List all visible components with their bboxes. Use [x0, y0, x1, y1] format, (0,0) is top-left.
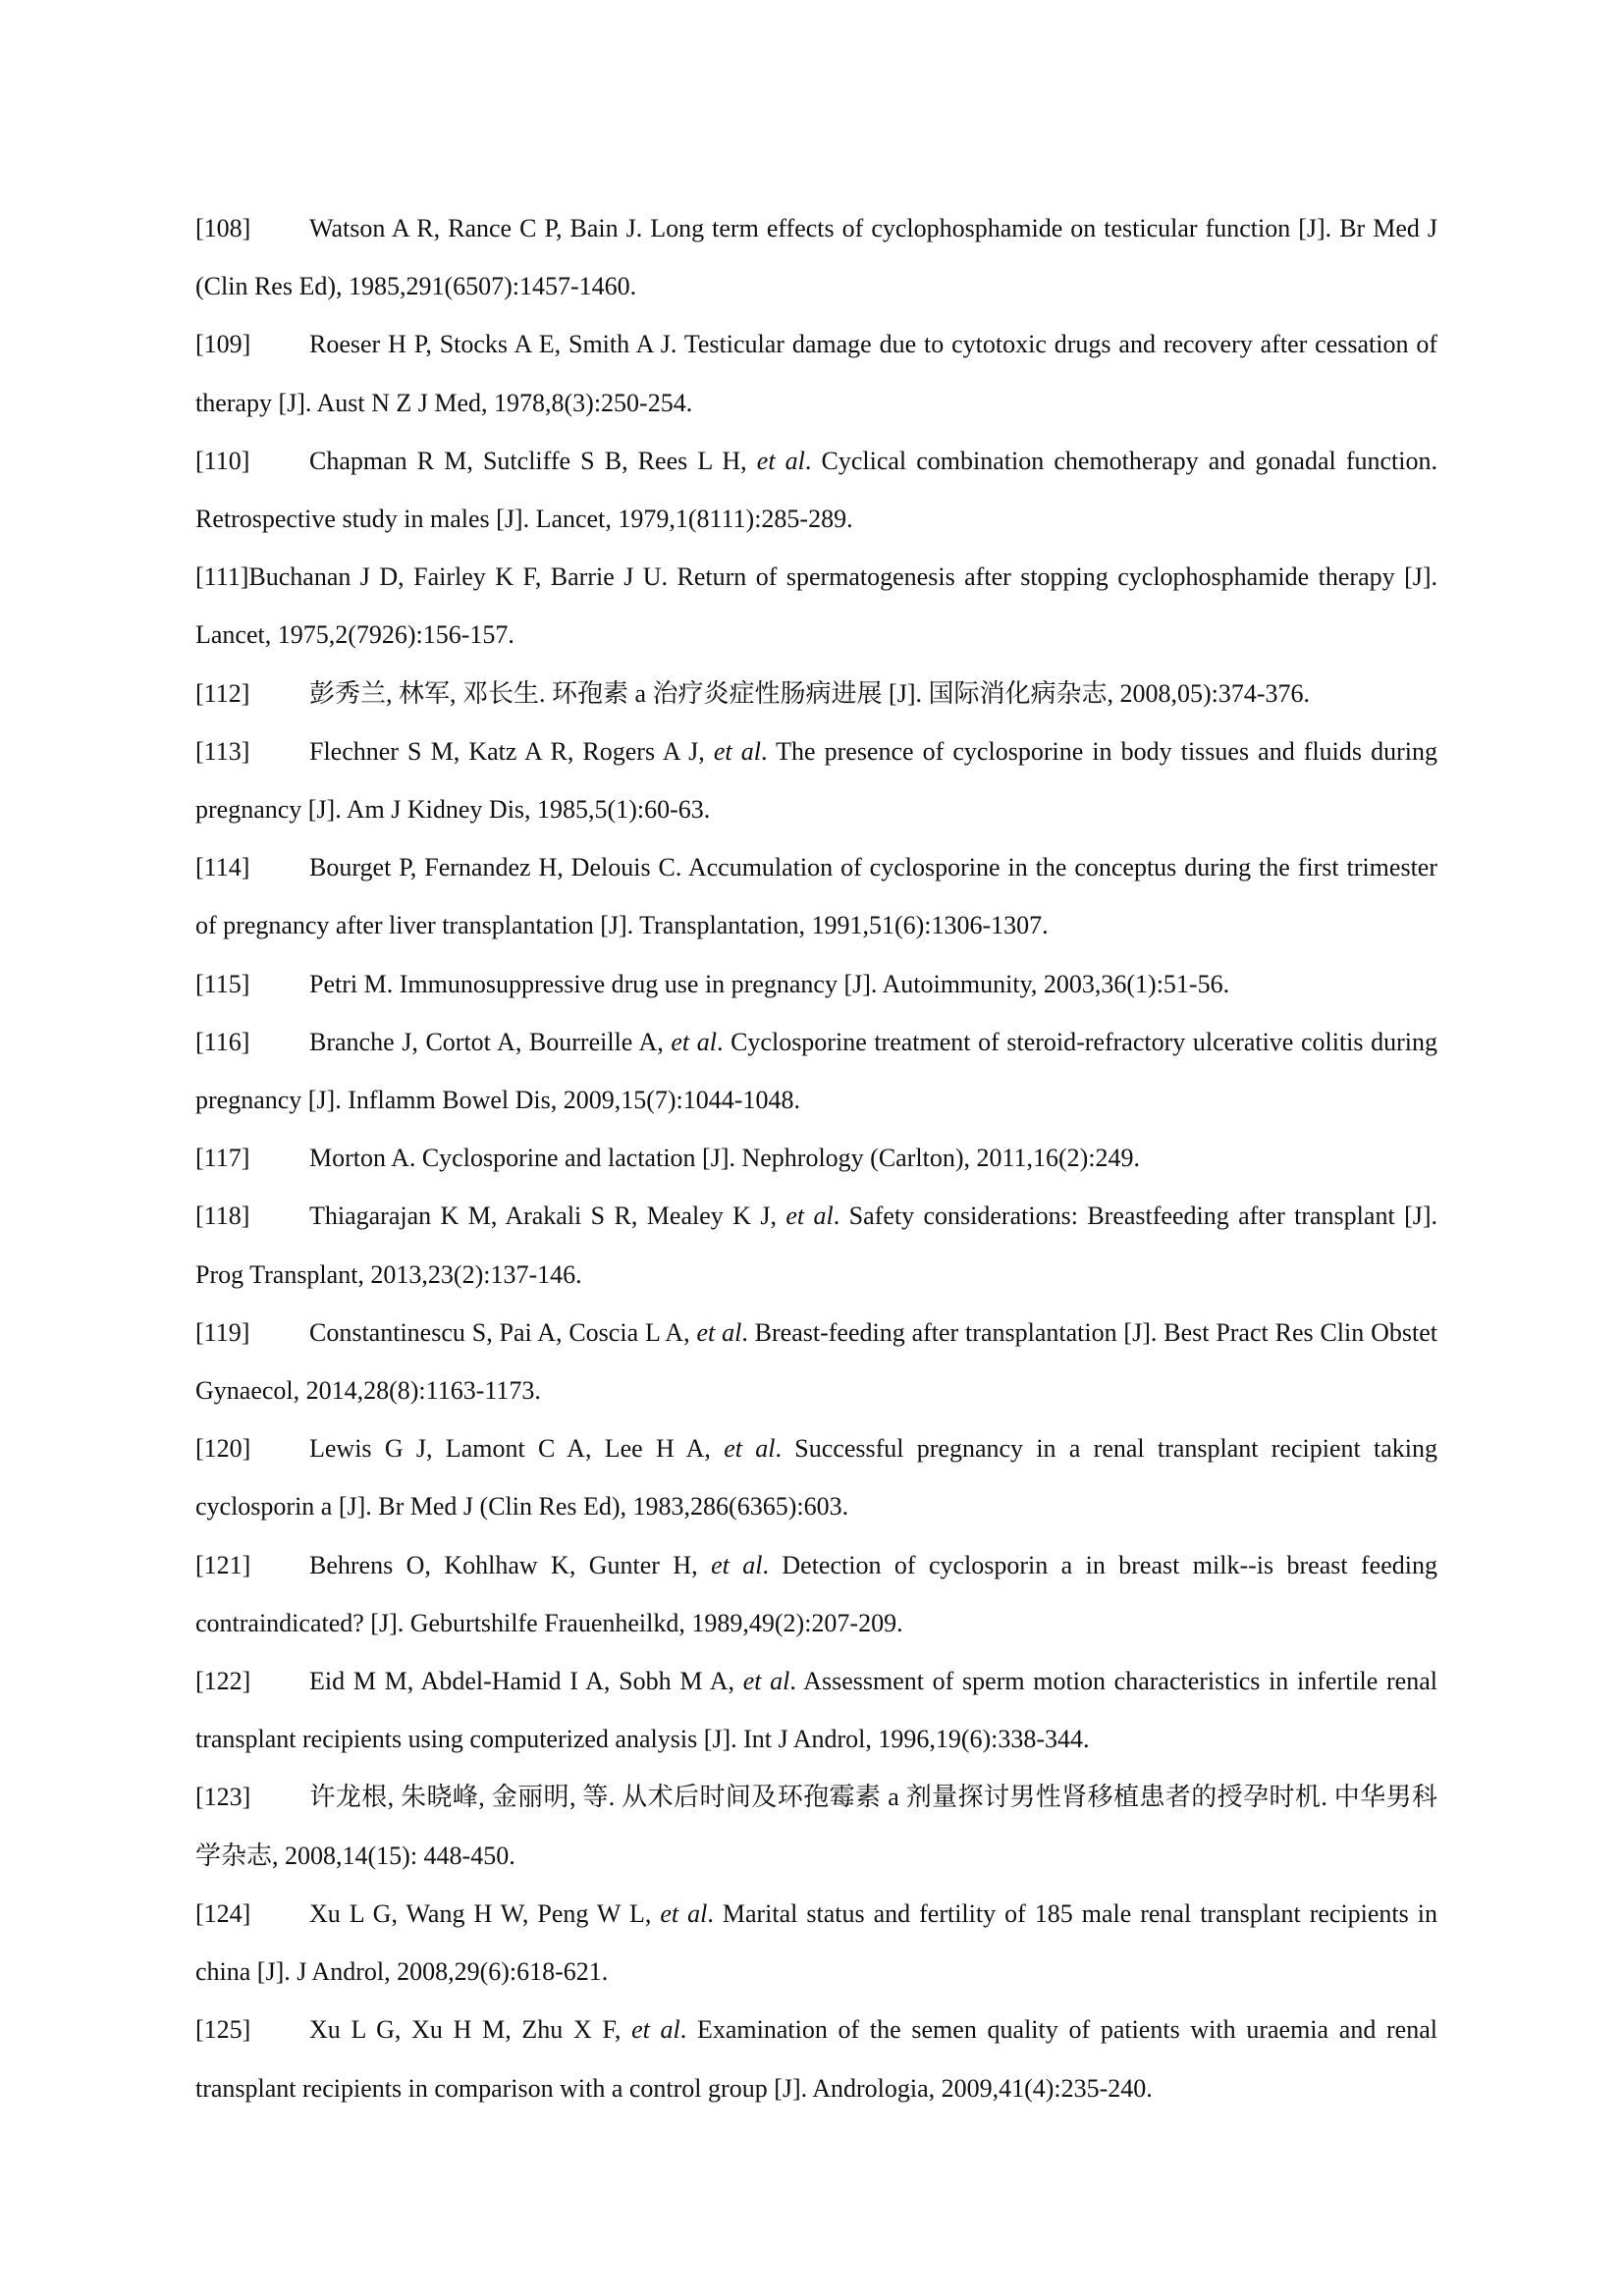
reference-text — [195, 562, 1437, 649]
reference-text-segment: Watson A R, Rance C P, Bain J. Long term effects of cyclophosphamide on testicular function [J]. Br Med J (Clin Res Ed), 1985,291(6507):1457-1460. — [195, 214, 1437, 301]
reference-number: [125] — [195, 2015, 251, 2045]
reference-text-segment: Xu L G, Wang H W, Peng W L, — [309, 1898, 661, 1928]
reference-text-segment: 彭秀兰, 林军, 邓长生. 环孢素 a 治疗炎症性肠病进展 [J]. 国际消化病杂志, 2008,05):374-376. — [309, 678, 1311, 708]
reference-entry — [195, 199, 1437, 315]
reference-entry — [195, 315, 1437, 431]
reference-text — [195, 853, 1437, 939]
reference-text-segment: . Cyclosporine treatment of steroid-refractory ulcerative colitis during pregnancy [J]. Inflamm Bowel Dis, 2009,15(7):1044-1048. — [195, 1027, 1437, 1115]
et-al-italic: et al — [671, 1027, 717, 1056]
reference-text — [195, 1667, 1437, 1753]
reference-text-segment: . Cyclical combination chemotherapy and gonadal function. Retrospective study in males [J]. Lancet, 1979,1(8111):285-289. — [195, 446, 1437, 534]
reference-text-segment: . Breast-feeding after transplantation [J]. Best Pract Res Clin Obstet Gynaecol, 2014,28(8):1163-1173. — [195, 1317, 1437, 1406]
reference-text-segment: Petri M. Immunosuppressive drug use in pregnancy [J]. Autoimmunity, 2003,36(1):51-56. — [309, 969, 1230, 998]
reference-text — [195, 737, 1437, 824]
et-al-italic: et al — [724, 1434, 776, 1464]
reference-number: [116] — [195, 1027, 250, 1056]
reference-number: [109] — [195, 330, 251, 359]
reference-number: [110] — [195, 446, 250, 475]
reference-text-segment: . Marital status and fertility of 185 male renal transplant recipients in china [J]. J Androl, 2008,29(6):618-621. — [195, 1898, 1437, 1987]
reference-entry — [195, 432, 1437, 548]
reference-entry — [195, 665, 1437, 722]
reference-entry — [195, 1419, 1437, 1535]
reference-number: [112] — [195, 678, 250, 708]
reference-number: [120] — [195, 1434, 251, 1464]
et-al-italic: et al — [756, 446, 805, 475]
reference-entry — [195, 722, 1437, 838]
reference-entry — [195, 1187, 1437, 1303]
reference-number: [117] — [195, 1144, 250, 1173]
reference-entry — [195, 2001, 1437, 2116]
reference-text-segment: Eid M M, Abdel-Hamid I A, Sobh M A, — [309, 1667, 743, 1696]
reference-text — [195, 2015, 1437, 2102]
et-al-italic: et al — [660, 1898, 708, 1928]
reference-number: [114] — [195, 853, 250, 882]
reference-number: [111] — [195, 562, 249, 592]
reference-text — [309, 1144, 1140, 1172]
reference-number: [124] — [195, 1898, 251, 1928]
reference-number: [118] — [195, 1201, 250, 1231]
reference-text-segment: Roeser H P, Stocks A E, Smith A J. Testicular damage due to cytotoxic drugs and recovery after cessation of therapy [J]. Aust N Z J Med, 1978,8(3):250-254. — [195, 330, 1437, 417]
reference-entry — [195, 838, 1437, 954]
reference-text-segment: Thiagarajan K M, Arakali S R, Mealey K J, — [309, 1201, 786, 1231]
reference-entry — [195, 1304, 1437, 1419]
reference-number: [115] — [195, 969, 250, 998]
reference-list — [195, 199, 1437, 2117]
reference-text — [195, 1318, 1437, 1405]
reference-number: [108] — [195, 214, 251, 242]
reference-text-segment: Behrens O, Kohlhaw K, Gunter H, — [309, 1550, 712, 1579]
reference-text-segment: Buchanan J D, Fairley K F, Barrie J U. Return of spermatogenesis after stopping cyclophosphamide therapy [J]. Lancet, 1975,2(7926):156-157. — [195, 562, 1437, 650]
reference-text — [195, 330, 1437, 416]
reference-text-segment: Flechner S M, Katz A R, Rogers A J, — [309, 736, 714, 766]
reference-text-segment: . Successful pregnancy in a renal transplant recipient taking cyclosporin a [J]. Br Med J (Clin Res Ed), 1983,286(6365):603. — [195, 1434, 1437, 1522]
reference-entry — [195, 1536, 1437, 1652]
reference-text-segment: Bourget P, Fernandez H, Delouis C. Accumulation of cyclosporine in the conceptus during the first trimester of pregnancy after liver transplantation [J]. Transplantation, 1991,51(6):1306-1307. — [195, 853, 1437, 940]
reference-text-segment: Constantinescu S, Pai A, Coscia L A, — [309, 1317, 697, 1347]
reference-entry — [195, 1129, 1437, 1187]
reference-text-segment: Lewis G J, Lamont C A, Lee H A, — [309, 1434, 725, 1464]
et-al-italic: et al — [696, 1317, 742, 1347]
reference-text — [195, 447, 1437, 533]
reference-text-segment: . Assessment of sperm motion characteristics in infertile renal transplant recipients using computerized analysis [J]. Int J Androl, 1996,19(6):338-344. — [195, 1667, 1437, 1754]
reference-number: [119] — [195, 1317, 250, 1347]
reference-text — [195, 1551, 1437, 1637]
et-al-italic: et al — [713, 736, 761, 766]
et-al-italic: et al — [711, 1550, 763, 1579]
reference-text — [309, 970, 1229, 998]
reference-text-segment: Xu L G, Xu H M, Zhu X F, — [309, 2015, 632, 2045]
reference-entry — [195, 1885, 1437, 2001]
et-al-italic: et al — [785, 1201, 834, 1231]
et-al-italic: et al — [742, 1667, 790, 1696]
et-al-italic: et al — [631, 2015, 680, 2045]
reference-entry — [195, 1013, 1437, 1129]
reference-number: [123] — [195, 1783, 251, 1812]
reference-number: [122] — [195, 1667, 251, 1696]
reference-text-segment: . Detection of cyclosporin a in breast milk--is breast feeding contraindicated? [J]. Geburtshilfe Frauenheilkd, 1989,49(2):207-209. — [195, 1550, 1437, 1637]
reference-text-segment: Chapman R M, Sutcliffe S B, Rees L H, — [309, 446, 757, 475]
reference-text — [195, 1434, 1437, 1521]
reference-text-segment: . Safety considerations: Breastfeeding after transplant [J]. Prog Transplant, 2013,23(2):137-146. — [195, 1201, 1438, 1289]
reference-entry — [195, 548, 1437, 664]
reference-text — [195, 1899, 1437, 1986]
reference-entry — [195, 955, 1437, 1013]
reference-entry — [195, 1768, 1437, 1884]
reference-text — [195, 1201, 1437, 1288]
reference-text-segment: . Examination of the semen quality of patients with uraemia and renal transplant recipients in comparison with a control group [J]. Andrologia, 2009,41(4):235-240. — [195, 2015, 1437, 2103]
reference-text-segment: . The presence of cyclosporine in body tissues and fluids during pregnancy [J]. Am J Kidney Dis, 1985,5(1):60-63. — [195, 736, 1438, 825]
reference-text — [195, 214, 1437, 300]
reference-text — [195, 1783, 1437, 1869]
reference-number: [113] — [195, 736, 250, 766]
reference-text-segment: Morton A. Cyclosporine and lactation [J]. Nephrology (Carlton), 2011,16(2):249. — [309, 1144, 1141, 1173]
reference-text-segment: Branche J, Cortot A, Bourreille A, — [309, 1027, 672, 1056]
reference-number: [121] — [195, 1550, 251, 1579]
reference-text-segment: 许龙根, 朱晓峰, 金丽明, 等. 从术后时间及环孢霉素 a 剂量探讨男性肾移植患者的授孕时机. 中华男科学杂志, 2008,14(15): 448-450. — [195, 1783, 1437, 1870]
reference-text — [309, 679, 1310, 708]
reference-text — [195, 1028, 1437, 1114]
reference-entry — [195, 1652, 1437, 1768]
